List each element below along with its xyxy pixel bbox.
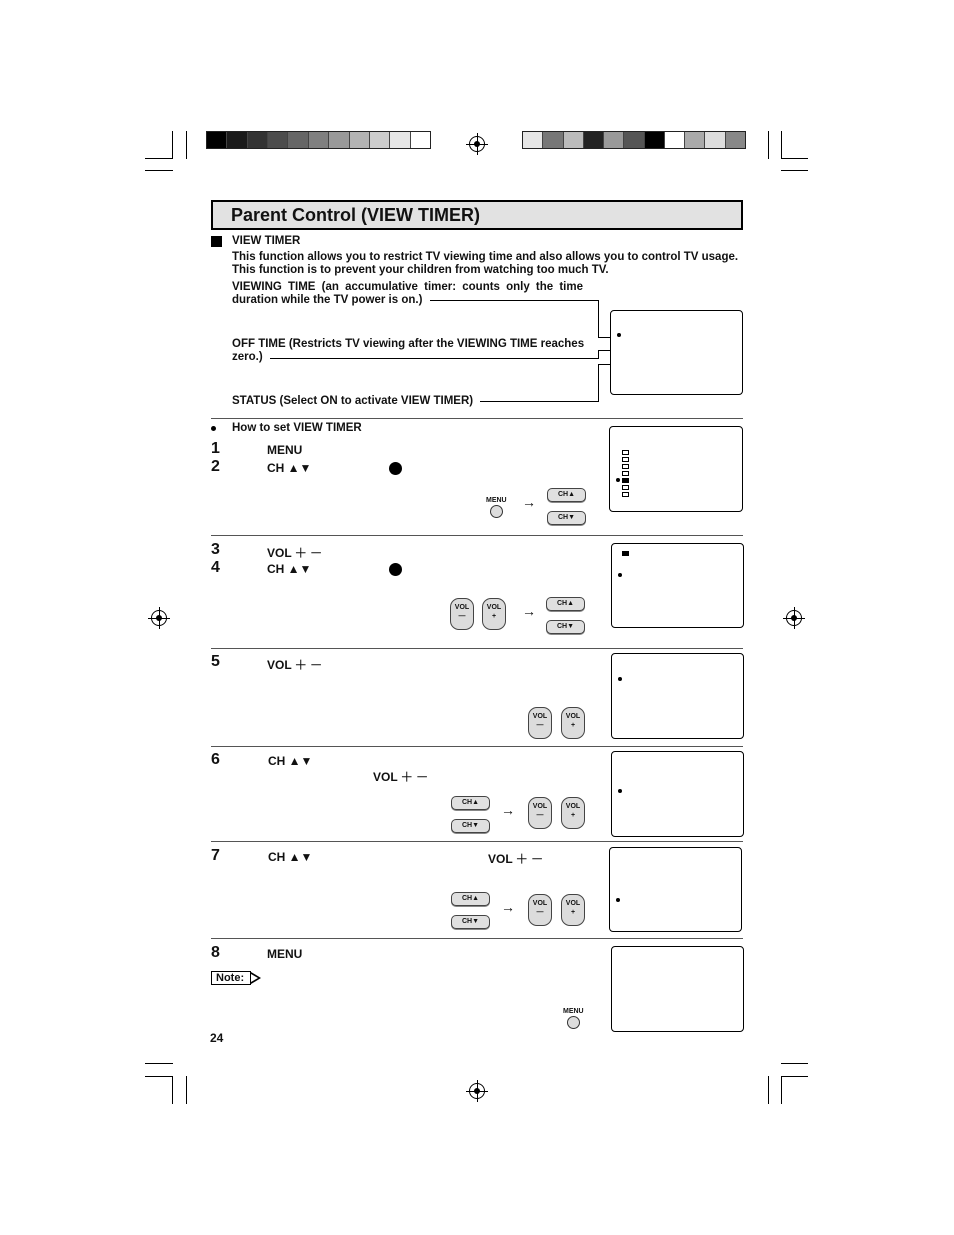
page-title: Parent Control (VIEW TIMER) [231,205,480,225]
off-time-label-1: OFF TIME (Restricts TV viewing after the VIEWING TIME reaches [232,338,585,350]
divider [211,841,743,842]
divider [211,535,743,536]
crop-mark [186,131,187,159]
leader-line [270,358,598,359]
viewing-time-label-1: VIEWING TIME (an accumulative timer: counts only the time [232,281,583,293]
select-dot-icon [389,563,402,576]
cursor-dot [616,898,620,902]
tv-screen-submenu [611,543,744,628]
vol-minus-button[interactable] [528,707,552,739]
vol-label: VOL [532,803,548,810]
crop-mark [145,1063,173,1064]
menu-button[interactable] [490,505,503,518]
step-command: VOL ＋ － [267,658,323,672]
page-number: 24 [210,1031,224,1045]
menu-icon [622,457,629,462]
minus-label: — [458,613,466,620]
ch-up-button[interactable]: CH▲ [451,796,490,810]
menu-icon [622,485,629,490]
step-number: 5 [211,653,220,670]
crop-mark [172,131,173,159]
step-command: MENU [267,443,303,457]
plus-label: + [570,909,576,916]
crop-mark [145,158,173,159]
note-arrow-icon [251,974,258,982]
registration-mark-icon [151,610,167,626]
page-title-box [211,200,743,230]
leader-line [598,300,599,337]
note-label: Note: [211,971,251,985]
arrow-right-icon: → [501,899,515,915]
ch-down-button[interactable]: CH▼ [546,620,585,634]
cursor-dot [618,573,622,577]
divider [211,648,743,649]
tv-screen-step8 [611,946,744,1032]
leader-line [598,364,599,402]
step-number: 2 [211,458,220,475]
vol-minus-button[interactable] [450,598,474,630]
grayscale-bar-right [522,131,746,149]
vol-label: VOL [454,604,470,611]
cursor-dot [618,677,622,681]
step-command: CH ▲▼ [267,461,312,475]
plus-label: + [570,722,576,729]
step-number: 1 [211,440,220,457]
registration-mark-icon [469,1083,485,1099]
select-dot-icon [389,462,402,475]
viewing-time-label-2: duration while the TV power is on.) [232,294,423,306]
tv-screen-step6 [611,751,744,837]
vol-plus-button[interactable] [561,894,585,926]
step-number: 4 [211,559,220,576]
tv-screen-step5 [611,653,744,739]
step-number: 6 [211,751,220,768]
vol-plus-button[interactable] [561,797,585,829]
crop-mark [172,1076,173,1104]
menu-button[interactable] [567,1016,580,1029]
step-command: CH ▲▼ [268,754,313,768]
cursor-dot [617,333,621,337]
step-command: MENU [267,947,303,961]
vol-label: VOL [565,803,581,810]
section-marker-icon [211,236,222,247]
vol-label: VOL [532,713,548,720]
vol-label: VOL [486,604,502,611]
ch-down-button[interactable]: CH▼ [547,511,586,525]
crop-mark [781,1076,808,1077]
leader-line [430,300,598,301]
tv-screen-menu [609,426,743,512]
divider [211,938,743,939]
divider [211,418,743,419]
bullet-icon [211,426,216,431]
step-command: CH ▲▼ [267,562,312,576]
grayscale-bar-left [206,131,431,149]
vol-label: VOL [565,900,581,907]
ch-down-button[interactable]: CH▼ [451,915,490,929]
status-label: STATUS (Select ON to activate VIEW TIMER) [232,395,474,407]
arrow-right-icon: → [522,494,536,510]
off-time-label-2: zero.) [232,351,263,363]
cursor-dot [616,478,620,482]
vol-plus-button[interactable] [482,598,506,630]
leader-line [480,401,598,402]
ch-up-button[interactable]: CH▲ [451,892,490,906]
menu-button-label: MENU [486,497,507,504]
intro-line-2: This function is to prevent your children from watching too much TV. [232,264,609,276]
ch-up-button[interactable]: CH▲ [547,488,586,502]
crop-mark [768,131,769,159]
minus-label: — [536,812,544,819]
step-number: 3 [211,541,220,558]
menu-icon [622,471,629,476]
step-command: CH ▲▼ [268,850,313,864]
vol-minus-button[interactable] [528,797,552,829]
crop-mark [145,1076,173,1077]
crop-mark [768,1076,769,1104]
step-command: VOL ＋ － [267,546,323,560]
registration-mark-icon [469,136,485,152]
crop-mark [781,170,808,171]
step-number: 7 [211,847,220,864]
menu-icon [622,492,629,497]
cursor-dot [618,789,622,793]
how-to-heading: How to set VIEW TIMER [232,422,362,434]
menu-icon [622,450,629,455]
minus-label: — [536,909,544,916]
crop-mark [186,1076,187,1104]
divider [211,746,743,747]
ch-up-button[interactable]: CH▲ [546,597,585,611]
leader-line [598,350,599,359]
crop-mark [781,131,782,159]
crop-mark [781,1063,808,1064]
menu-icon [622,464,629,469]
menu-icon-selected [622,551,629,556]
intro-line-1: This function allows you to restrict TV viewing time and also allows you to control TV usage. [232,251,739,263]
step-number: 8 [211,944,220,961]
vol-label: VOL [565,713,581,720]
ch-down-button[interactable]: CH▼ [451,819,490,833]
arrow-right-icon: → [501,802,515,818]
step-command-secondary: VOL ＋ － [488,852,544,866]
tv-screen-step7 [609,847,742,932]
plus-label: + [491,613,497,620]
crop-mark [781,1076,782,1104]
registration-mark-icon [786,610,802,626]
crop-mark [781,158,808,159]
minus-label: — [536,722,544,729]
plus-label: + [570,812,576,819]
crop-mark [145,170,173,171]
menu-icon-selected [622,478,629,483]
menu-button-label: MENU [563,1008,584,1015]
arrow-right-icon: → [522,603,536,619]
vol-plus-button[interactable] [561,707,585,739]
vol-label: VOL [532,900,548,907]
section-label: VIEW TIMER [232,235,301,247]
vol-minus-button[interactable] [528,894,552,926]
step-command-secondary: VOL ＋ － [373,770,429,784]
tv-screen-view-timer [610,310,743,395]
